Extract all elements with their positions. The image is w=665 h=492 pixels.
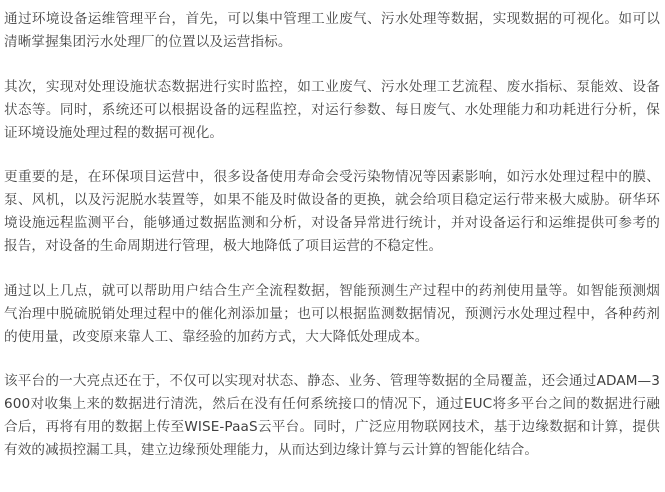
article-body [4,8,660,462]
paragraph-3: 更重要的是，在环保项目运营中，很多设备使用寿命会受污染物情况等因素影响，如污水处理过程中的膜、泵、风机，以及污泥脱水装置等，如果不能及时做设备的更换，就会给项目稳定运行带来极大威胁。研华环境设施远程监测平台，能够通过数据监测和分析，对设备异常进行统计，并对设备运行和运维提供可参考的报告，对设备的生命周期进行管理，极大地降低了项目运营的不稳定性。 [4,169,660,254]
paragraph-4: 通过以上几点，就可以帮助用户结合生产全流程数据，智能预测生产过程中的药剂使用量等。如智能预测烟气治理中脱硫脱销处理过程中的催化剂添加量；也可以根据监测数据情况，预测污水处理过程中，各种药剂的使用量，改变原来靠人工、靠经验的加药方式，大大降低处理成本。 [4,282,660,345]
paragraph-2: 其次，实现对处理设施状态数据进行实时监控，如工业废气、污水处理工艺流程、废水指标、泵能效、设备状态等。同时，系统还可以根据设备的远程监控，对运行参数、每日废气、水处理能力和功耗进行分析，保证环境设施处理过程的数据可视化。 [4,78,660,141]
paragraph-1: 通过环境设备运维管理平台，首先，可以集中管理工业废气、污水处理等数据，实现数据的可视化。如可以清晰掌握集团污水处理厂的位置以及运营指标。 [4,11,660,50]
paragraph-5: 该平台的一大亮点还在于，不仅可以实现对状态、静态、业务、管理等数据的全局覆盖，还会通过ADAM—3600对收集上来的数据进行清洗，然后在没有任何系统接口的情况下，通过EUC将多平台之间的数据进行融合后，再将有用的数据上传至WISE-PaaS云平台。同时，广泛应用物联网技术，基于边缘数据和计算，提供有效的减损控漏工具，建立边缘预处理能力，从而达到边缘计算与云计算的智能化结合。 [4,373,660,458]
